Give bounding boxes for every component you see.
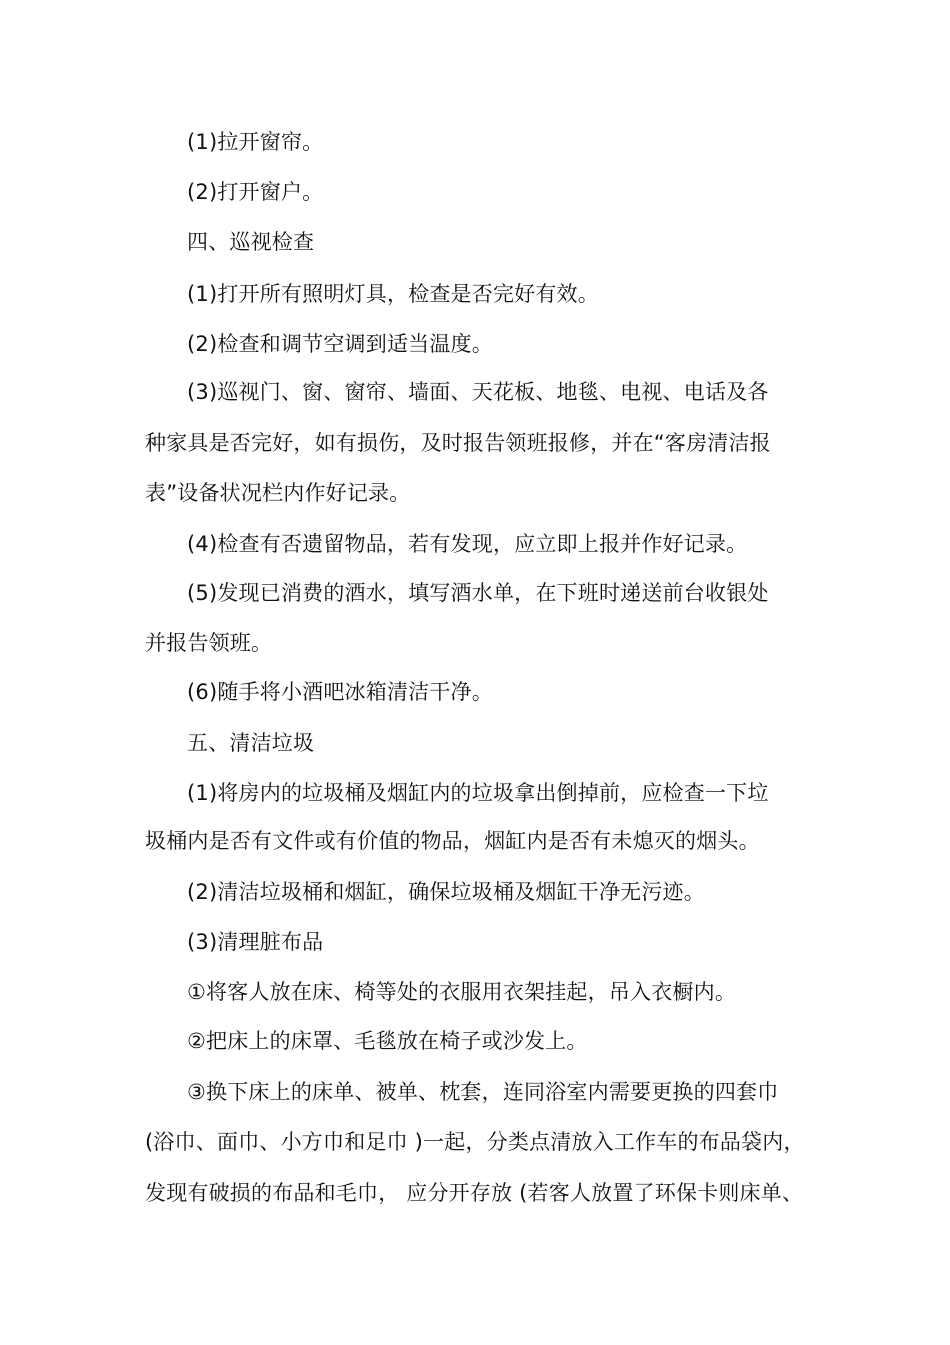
- text-line: (1)拉开窗帘。: [187, 130, 324, 154]
- text-line: 种家具是否完好，如有损伤，及时报告领班报修，并在“客房清洁报: [145, 431, 771, 455]
- text-line: ①将客人放在床、椅等处的衣服用衣架挂起，吊入衣橱内。: [187, 980, 737, 1004]
- text-line: 并报告领班。: [145, 631, 273, 655]
- text-line: (3)巡视门、窗、窗帘、墙面、天花板、地毯、电视、电话及各: [187, 380, 769, 404]
- text-line: 发现有破损的布品和毛巾， 应分开存放 (若客人放置了环保卡则床单、: [145, 1181, 804, 1205]
- text-line: (1)打开所有照明灯具，检查是否完好有效。: [187, 282, 599, 306]
- text-line: 表”设备状况栏内作好记录。: [145, 481, 411, 505]
- text-line: (5)发现已消费的酒水，填写酒水单，在下班时递送前台收银处: [187, 581, 769, 605]
- text-line: ②把床上的床罩、毛毯放在椅子或沙发上。: [187, 1029, 588, 1053]
- text-line: (浴巾、面巾、小方巾和足巾 )一起，分类点清放入工作车的布品袋内，: [145, 1130, 805, 1154]
- text-line: 圾桶内是否有文件或有价值的物品，烟缸内是否有未熄灭的烟头。: [145, 829, 760, 853]
- text-line: ③换下床上的床单、被单、枕套，连同浴室内需要更换的四套巾: [187, 1080, 779, 1104]
- section-heading: 四、巡视检查: [187, 230, 315, 254]
- text-line: (2)打开窗户。: [187, 180, 324, 204]
- text-line: (2)检查和调节空调到适当温度。: [187, 332, 493, 356]
- text-line: (3)清理脏布品: [187, 930, 324, 954]
- section-heading: 五、清洁垃圾: [187, 731, 315, 755]
- text-line: (6)随手将小酒吧冰箱清洁干净。: [187, 680, 493, 704]
- text-line: (2)清洁垃圾桶和烟缸，确保垃圾桶及烟缸干净无污迹。: [187, 880, 705, 904]
- text-line: (4)检查有否遗留物品，若有发现，应立即上报并作好记录。: [187, 532, 748, 556]
- text-line: (1)将房内的垃圾桶及烟缸内的垃圾拿出倒掉前，应检查一下垃: [187, 781, 769, 805]
